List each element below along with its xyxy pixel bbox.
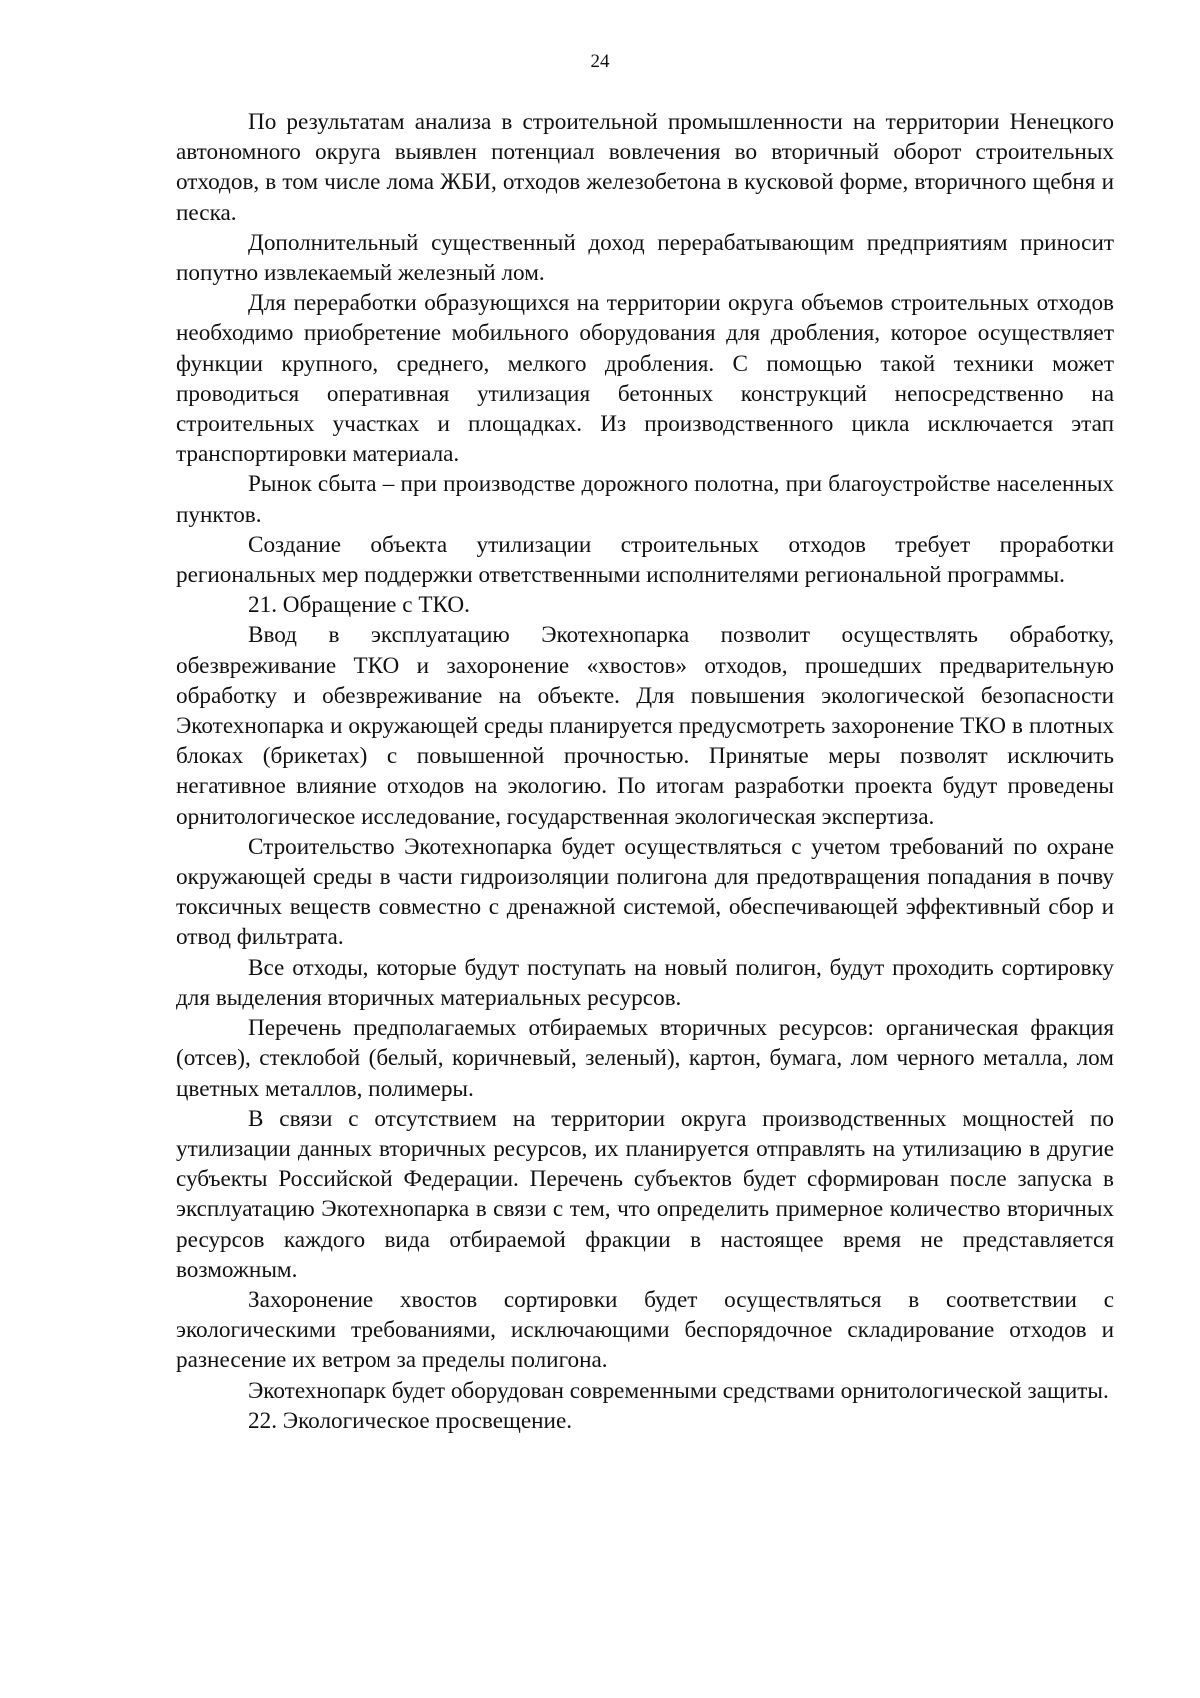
paragraph-ornithological-protection: Экотехнопарк будет оборудован современными средствами орнитологической защиты. bbox=[248, 1377, 1109, 1404]
paragraph-sorting: Все отходы, которые будут поступать на новый полигон, будут проходить сортировку для выделения вторичных материальных ресурсов. bbox=[176, 954, 1114, 1011]
paragraph-ecotechnopark-construction: Строительство Экотехнопарка будет осуществляться с учетом требований по охране окружающей среды в части гидроизоляции полигона для предотвращения попадания в почву токсичных веществ совместно с дренажной системой, обеспечивающей эффективный сбор и отвод фильтрата. bbox=[176, 833, 1114, 951]
section-heading-eco-education: 22. Экологическое просвещение. bbox=[248, 1407, 573, 1434]
paragraph-secondary-resources-list: Перечень предполагаемых отбираемых вторичных ресурсов: органическая фракция (отсев), стеклобой (белый, коричневый, зеленый), картон, бумага, лом черного металла, лом цветных металлов, полимеры. bbox=[176, 1015, 1114, 1102]
paragraph-construction-waste-potential: По результатам анализа в строительной промышленности на территории Ненецкого автономного округа выявлен потенциал вовлечения во вторичный оборот строительных отходов, в том числе лома ЖБИ, отходов железобетона в кусковой форме, вторичного щебня и песка. bbox=[176, 109, 1114, 226]
paragraph-sales-market: Рынок сбыта – при производстве дорожного полотна, при благоустройстве населенных пунктов. bbox=[176, 471, 1114, 528]
paragraph-tailings-disposal: Захоронение хвостов сортировки будет осуществляться в соответствии с экологическими требованиями, исключающими беспорядочное складирование отходов и разнесение их ветром за пределы полигона. bbox=[176, 1286, 1114, 1374]
paragraph-ecotechnopark-commissioning: Ввод в эксплуатацию Экотехнопарка позволит осуществлять обработку, обезвреживание ТКО и захоронение «хвостов» отходов, прошедших предварительную обработку и обезвреживание на объекте. Для повышения экологической безопасности Экотехнопарка и окружающей среды планируется предусмотреть захоронение ТКО в плотных блоках (брикетах) с повышенной прочностью. Принятые меры позволят исключить негативное влияние отходов на экологию. По итогам разработки проекта будут проведены орнитологическое исследование, государственная экологическая экспертиза. bbox=[176, 622, 1114, 830]
page-number: 24 bbox=[590, 51, 610, 72]
paragraph-support-measures: Создание объекта утилизации строительных отходов требует проработки региональных мер поддержки ответственными исполнителями региональной программы. bbox=[176, 531, 1114, 589]
document-body bbox=[176, 107, 1114, 1436]
paragraph-iron-scrap-income: Дополнительный существенный доход перерабатывающим предприятиям приносит попутно извлекаемый железный лом. bbox=[176, 229, 1114, 287]
paragraph-mobile-crushing-equipment: Для переработки образующихся на территории округа объемов строительных отходов необходимо приобретение мобильного оборудования для дробления, которое осуществляет функции крупного, среднего, мелкого дробления. С помощью такой техники может проводиться оперативная утилизация бетонных конструкций непосредственно на строительных участках и площадках. Из производственного цикла исключается этап транспортировки материала. bbox=[176, 290, 1114, 468]
section-heading-msw-handling: 21. Обращение с ТКО. bbox=[248, 592, 470, 619]
paragraph-recycling-other-regions: В связи с отсутствием на территории округа производственных мощностей по утилизации данных вторичных ресурсов, их планируется отправлять на утилизацию в другие субъекты Российской Федерации. Перечень субъектов будет сформирован после запуска в эксплуатацию Экотехнопарка в связи с тем, что определить примерное количество вторичных ресурсов каждого вида отбираемой фракции в настоящее время не представляется возможным. bbox=[176, 1105, 1114, 1283]
